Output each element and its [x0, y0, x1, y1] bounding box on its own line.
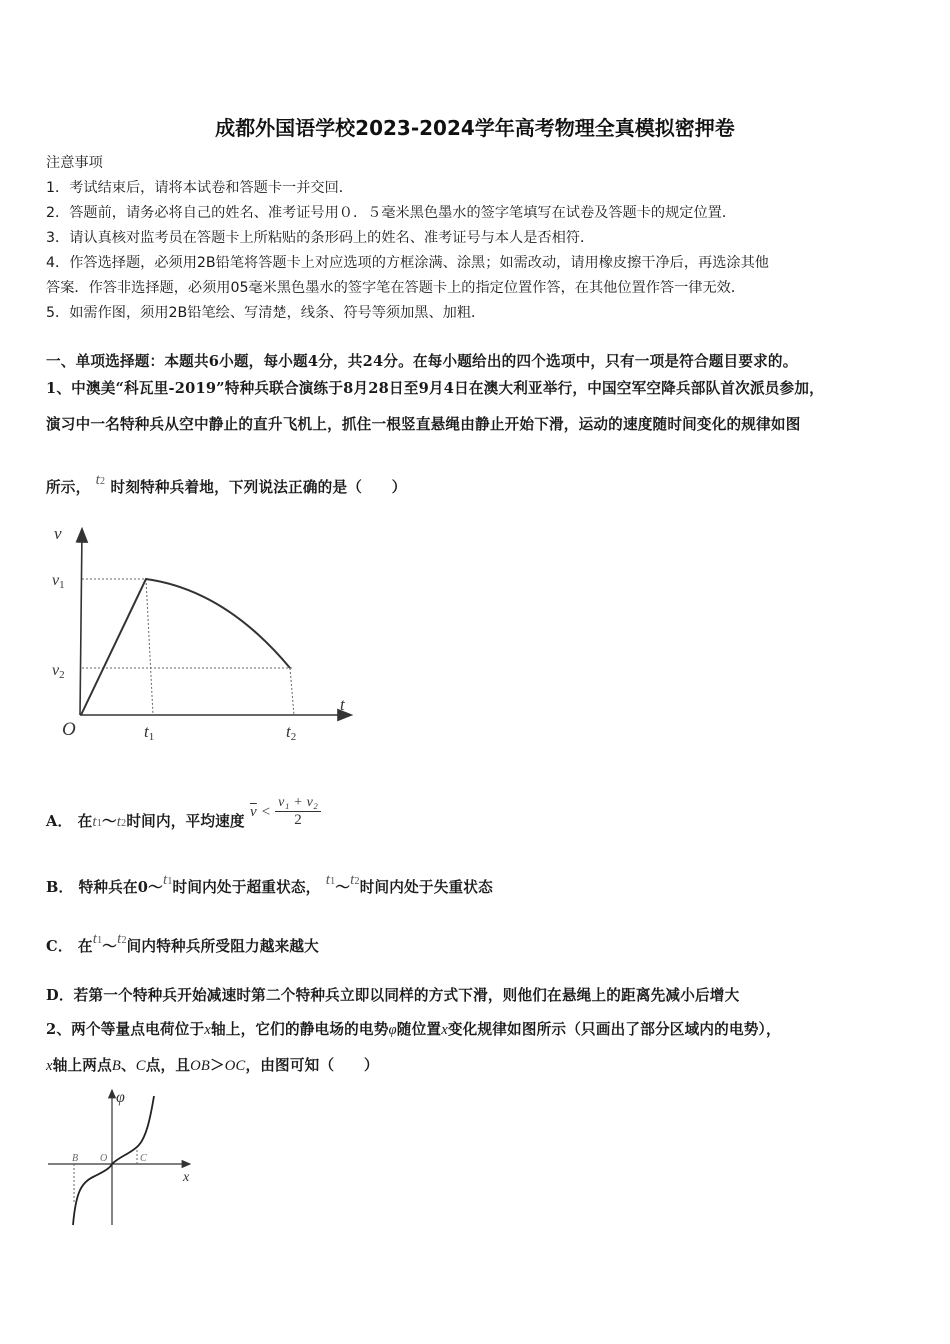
svg-text:v2: v2 — [52, 662, 65, 681]
svg-text:x: x — [183, 1170, 190, 1185]
q1-stem-line: 所示， t2 时刻特种兵着地，下列说法正确的是（ ） — [46, 472, 407, 496]
option-c[interactable]: C． 在t1～t2间内特种兵所受阻力越来越大 — [46, 931, 319, 955]
notice-item: 答案．作答非选择题，必须用05毫米黑色墨水的签字笔在答题卡上的指定位置作答，在其他位置作答一律无效． — [46, 280, 746, 296]
notice-item: 1．考试结束后，请将本试卷和答题卡一并交回． — [46, 180, 353, 196]
svg-text:t1: t1 — [144, 722, 155, 743]
notice-item: 2．答题前，请务必将自己的姓名、准考证号用０．５毫米黑色墨水的签字笔填写在试卷及答题卡的规定位置． — [46, 205, 737, 221]
v-axis — [80, 530, 82, 715]
svg-text:t: t — [340, 695, 345, 714]
notice-item: 5．如需作图，须用2B铅笔绘、写清楚，线条、符号等须加黑、加粗． — [46, 305, 486, 321]
svg-text:O: O — [100, 1153, 108, 1164]
notice-item: 3．请认真核对监考员在答题卡上所粘贴的条形码上的姓名、准考证号与本人是否相符． — [46, 230, 595, 246]
q1-stem-line: 1、中澳美“科瓦里-2019”特种兵联合演练于8月28日至9月4日在澳大利亚举行，中国空军空降兵部队首次派员参加， — [46, 380, 824, 397]
notice-heading: 注意事项 — [46, 155, 103, 171]
notice-item: 4．作答选择题，必须用2B铅笔将答题卡上对应选项的方框涂满、涂黑；如需改动，请用橡皮擦干净后，再选涂其他 — [46, 255, 769, 271]
fraction: $\frac{\text{v₁ + v₂}}{2}$ — [275, 795, 321, 829]
q2-stem-line: x轴上两点B、C点，且OB＞OC，由图可知（ ） — [46, 1057, 379, 1074]
velocity-time-graph — [40, 515, 370, 755]
svg-text:φ: φ — [116, 1089, 125, 1106]
option-a[interactable]: A． 在t1～t2时间内，平均速度 $\overline{v}$ < $\frac{\text{v₁ + v₂}}{2}$ — [46, 805, 321, 839]
q2-stem-line: 2、两个等量点电荷位于x轴上，它们的静电场的电势φ随位置x变化规律如图所示（只画出了部分区域内的电势）， — [46, 1021, 781, 1038]
option-d[interactable]: D．若第一个特种兵开始减速时第二个特种兵立即以同样的方式下滑，则他们在悬绳上的距离先减小后增大 — [46, 987, 740, 1004]
page-title: 成都外国语学校2023-2024学年高考物理全真模拟密押卷 — [215, 116, 735, 140]
svg-text:v: v — [54, 524, 62, 543]
svg-text:t2: t2 — [286, 722, 297, 743]
t2-symbol: t2 — [95, 472, 106, 488]
option-b[interactable]: B． 特种兵在0～t1时间内处于超重状态， t1～t2时间内处于失重状态 — [46, 872, 493, 896]
svg-text:C: C — [140, 1153, 147, 1164]
potential-position-graph — [40, 1080, 210, 1230]
svg-text:O: O — [62, 719, 76, 740]
velocity-curve — [81, 579, 290, 715]
svg-text:v1: v1 — [52, 572, 65, 591]
section-header: 一、单项选择题：本题共6小题，每小题4分，共24分。在每小题给出的四个选项中，只有一项是符合题目要求的。 — [46, 353, 798, 370]
svg-text:B: B — [72, 1153, 79, 1164]
q1-stem-line: 演习中一名特种兵从空中静止的直升飞机上，抓住一根竖直悬绳由静止开始下滑，运动的速度随时间变化的规律如图 — [46, 416, 801, 433]
